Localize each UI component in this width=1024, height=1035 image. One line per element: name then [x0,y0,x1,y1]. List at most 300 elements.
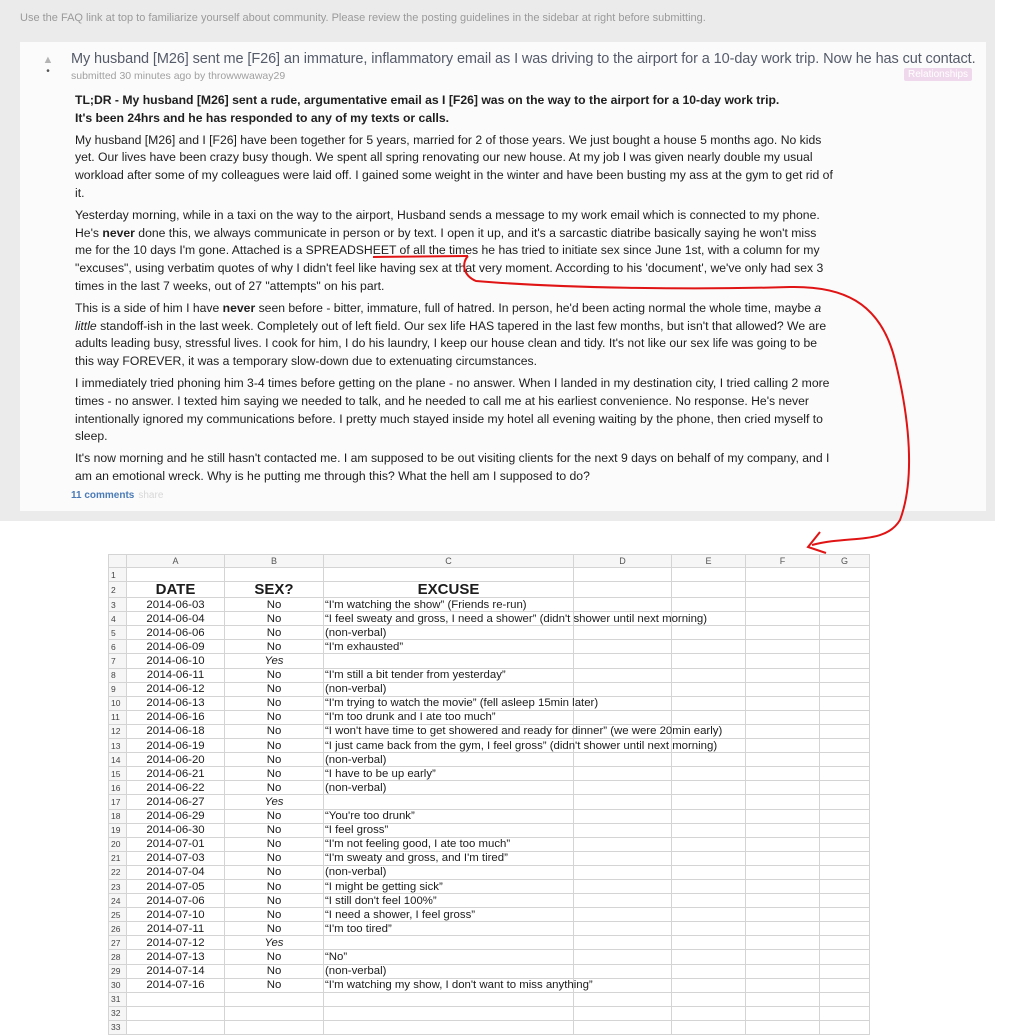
tldr [75,92,835,128]
sheet-row [109,710,870,724]
cell[interactable] [672,837,746,851]
cell[interactable] [574,710,672,724]
sheet-row [109,865,870,879]
sex-cell[interactable]: No [225,809,324,823]
comments-link[interactable]: 11 comments share [71,490,164,501]
column-header-d[interactable]: D [574,555,672,568]
cell[interactable] [574,879,672,893]
cell[interactable] [672,809,746,823]
cell[interactable] [672,767,746,781]
sheet-row [109,964,870,978]
cell[interactable] [746,823,820,837]
date-cell[interactable]: 2014-07-04 [127,865,225,879]
cell[interactable] [574,640,672,654]
sheet-row [109,978,870,992]
cell[interactable] [672,865,746,879]
cell[interactable] [820,724,870,738]
row-number[interactable]: 4 [109,612,127,626]
cell[interactable] [746,781,820,795]
sheet-row [109,767,870,781]
cell[interactable] [574,668,672,682]
share-link[interactable]: share [138,490,164,501]
excuse-cell[interactable]: (non-verbal) [324,964,574,978]
excuse-cell[interactable]: (non-verbal) [324,865,574,879]
excuse-cell[interactable]: “I feel gross” [324,823,574,837]
date-cell[interactable]: 2014-07-12 [127,936,225,950]
cell[interactable] [127,992,225,1006]
cell[interactable] [746,724,820,738]
row-number[interactable]: 22 [109,865,127,879]
cell[interactable] [820,865,870,879]
sex-cell[interactable]: No [225,626,324,640]
cell[interactable] [746,908,820,922]
cell[interactable] [820,739,870,753]
column-header-b[interactable]: B [225,555,324,568]
sex-cell[interactable]: No [225,781,324,795]
cell[interactable] [820,851,870,865]
date-cell[interactable]: 2014-06-18 [127,724,225,738]
cell[interactable] [574,950,672,964]
date-cell[interactable]: 2014-07-13 [127,950,225,964]
cell[interactable] [225,1006,324,1020]
excuse-cell[interactable]: (non-verbal) [324,753,574,767]
cell[interactable] [746,978,820,992]
cell[interactable] [746,612,820,626]
row-number[interactable]: 19 [109,823,127,837]
date-cell[interactable]: 2014-06-19 [127,739,225,753]
paragraph-5: It's now morning and he still hasn't contacted me. I am supposed to be out visiting clients for the next 9 days on behalf of my company, and I am an emotional wreck. Why is he putting me through this? What the hell am I supposed to do? [75,451,830,483]
cell[interactable] [672,640,746,654]
cell[interactable] [574,992,672,1006]
cell[interactable] [746,767,820,781]
cell[interactable] [324,1006,574,1020]
cell[interactable] [324,1020,574,1034]
score-dot: • [46,66,50,77]
sex-cell[interactable]: No [225,598,324,612]
cell[interactable] [127,1006,225,1020]
row-number[interactable]: 18 [109,809,127,823]
row-number[interactable]: 10 [109,696,127,710]
row-number[interactable]: 16 [109,781,127,795]
cell[interactable] [746,992,820,1006]
cell[interactable] [820,682,870,696]
cell[interactable] [820,908,870,922]
excuse-cell[interactable]: “I just came back from the gym, I feel gross” (didn't shower until next morning) [325,739,718,752]
sex-cell[interactable]: No [225,950,324,964]
cell[interactable] [746,598,820,612]
cell[interactable] [672,1006,746,1020]
post-body [75,92,835,490]
cell[interactable] [574,582,672,598]
sheet-row [109,781,870,795]
cell[interactable] [574,654,672,668]
cell[interactable] [820,795,870,809]
cell[interactable] [820,640,870,654]
cell[interactable] [820,781,870,795]
date-cell[interactable]: 2014-06-03 [127,598,225,612]
cell[interactable] [574,781,672,795]
excuse-cell[interactable]: “I'm too drunk and I ate too much” [324,710,574,724]
date-header[interactable]: DATE [127,582,225,598]
cell[interactable] [574,1006,672,1020]
date-cell[interactable]: 2014-06-10 [127,654,225,668]
column-header-g[interactable]: G [820,555,870,568]
cell[interactable] [672,795,746,809]
cell[interactable] [820,823,870,837]
cell[interactable] [574,894,672,908]
column-header-f[interactable]: F [746,555,820,568]
cell[interactable] [574,964,672,978]
reddit-panel [0,0,995,521]
cell[interactable] [574,568,672,582]
row-number[interactable]: 27 [109,936,127,950]
post-card [20,42,986,511]
cell[interactable] [820,922,870,936]
cell[interactable] [820,894,870,908]
row-number[interactable]: 29 [109,964,127,978]
sheet-row [109,992,870,1006]
cell[interactable] [574,922,672,936]
sex-cell[interactable]: Yes [225,795,324,809]
cell[interactable] [574,626,672,640]
row-number[interactable]: 11 [109,710,127,724]
cell[interactable] [746,837,820,851]
cell[interactable] [820,654,870,668]
cell[interactable] [574,851,672,865]
sex-cell[interactable]: No [225,753,324,767]
date-cell[interactable]: 2014-07-05 [127,879,225,893]
sex-cell[interactable]: No [225,724,324,738]
row-number[interactable]: 24 [109,894,127,908]
cell[interactable] [672,781,746,795]
cell[interactable] [746,568,820,582]
date-cell[interactable]: 2014-06-21 [127,767,225,781]
sheet-row [109,739,870,753]
excuse-cell[interactable]: “I have to be up early” [324,767,574,781]
cell[interactable] [820,696,870,710]
cell[interactable] [672,922,746,936]
cell[interactable] [820,767,870,781]
row-number[interactable]: 13 [109,739,127,753]
cell[interactable] [574,753,672,767]
sex-cell[interactable]: No [225,851,324,865]
cell[interactable] [746,922,820,936]
row-number[interactable]: 7 [109,654,127,668]
cell[interactable] [574,936,672,950]
date-cell[interactable]: 2014-06-27 [127,795,225,809]
sex-cell[interactable]: No [225,640,324,654]
excuse-cell[interactable]: “I'm sweaty and gross, and I'm tired” [324,851,574,865]
row-number[interactable]: 31 [109,992,127,1006]
row-number[interactable]: 32 [109,1006,127,1020]
post-title[interactable]: My husband [M26] sent me [F26] an immature, inflammatory email as I was driving to the airport for a 10-day work trip. Now he has cut contact. [71,51,976,67]
cell[interactable] [820,992,870,1006]
cell[interactable] [225,568,324,582]
cell[interactable] [820,582,870,598]
excuse-cell[interactable]: (non-verbal) [324,626,574,640]
excuse-cell[interactable]: (non-verbal) [324,682,574,696]
excuse-cell[interactable]: “I'm watching my show, I don't want to miss anything” [325,979,593,992]
row-number[interactable]: 15 [109,767,127,781]
row-number[interactable]: 14 [109,753,127,767]
date-cell[interactable]: 2014-06-30 [127,823,225,837]
cell[interactable] [225,1020,324,1034]
cell[interactable] [746,1006,820,1020]
row-number[interactable]: 12 [109,724,127,738]
cell[interactable] [820,1020,870,1034]
date-cell[interactable]: 2014-06-20 [127,753,225,767]
row-number[interactable]: 1 [109,568,127,582]
header-row [109,582,870,598]
cell[interactable] [746,668,820,682]
row-number[interactable]: 33 [109,1020,127,1034]
sheet-row [109,1006,870,1020]
cell[interactable] [672,753,746,767]
date-cell[interactable]: 2014-06-16 [127,710,225,724]
sex-cell[interactable]: No [225,879,324,893]
date-cell[interactable]: 2014-06-22 [127,781,225,795]
row-number[interactable]: 28 [109,950,127,964]
sex-cell[interactable]: No [225,823,324,837]
cell[interactable] [820,936,870,950]
sheet-row [109,837,870,851]
sheet-row [109,612,870,626]
cell[interactable] [672,626,746,640]
sex-cell[interactable]: No [225,964,324,978]
column-header-c[interactable]: C [324,555,574,568]
row-number[interactable]: 26 [109,922,127,936]
row-number[interactable]: 23 [109,879,127,893]
date-cell[interactable]: 2014-06-09 [127,640,225,654]
cell[interactable] [225,992,324,1006]
column-header-e[interactable]: E [672,555,746,568]
cell[interactable] [672,1020,746,1034]
sex-cell[interactable]: No [225,696,324,710]
cell[interactable] [820,879,870,893]
cell[interactable] [574,795,672,809]
posting-notice: Use the FAQ link at top to familiarize yourself about community. Please review the posting guidelines in the sidebar at right before submitting. [20,12,706,24]
date-cell[interactable]: 2014-07-14 [127,964,225,978]
cell[interactable] [324,992,574,1006]
cell[interactable] [820,753,870,767]
cell[interactable] [127,1020,225,1034]
sheet-row [109,640,870,654]
column-header-a[interactable]: A [127,555,225,568]
cell[interactable] [820,809,870,823]
cell[interactable] [820,710,870,724]
cell[interactable] [820,568,870,582]
excuse-cell[interactable]: “I'm exhausted” [324,640,574,654]
sex-cell[interactable]: Yes [225,654,324,668]
column-header-row [109,555,870,568]
cell[interactable] [820,950,870,964]
sheet-row [109,809,870,823]
sheet-row [109,626,870,640]
row-number[interactable]: 30 [109,978,127,992]
cell[interactable] [746,696,820,710]
cell[interactable] [746,809,820,823]
row-number[interactable]: 9 [109,682,127,696]
cell[interactable] [746,640,820,654]
cell[interactable] [746,710,820,724]
cell[interactable] [672,851,746,865]
spreadsheet [108,554,870,1035]
excuse-cell[interactable]: “I'm not feeling good, I ate too much” [324,837,574,851]
cell[interactable] [574,809,672,823]
excuse-cell[interactable] [324,654,574,668]
date-cell[interactable]: 2014-06-11 [127,668,225,682]
cell[interactable] [746,795,820,809]
cell[interactable] [746,950,820,964]
date-cell[interactable]: 2014-06-29 [127,809,225,823]
excuse-cell[interactable] [324,936,574,950]
cell[interactable] [672,710,746,724]
cell[interactable] [746,851,820,865]
cell[interactable] [574,767,672,781]
excuse-cell[interactable]: “I'm too tired” [324,922,574,936]
cell[interactable] [672,682,746,696]
row-number[interactable]: 5 [109,626,127,640]
excuse-cell[interactable]: “I'm trying to watch the movie” (fell asleep 15min later) [325,697,599,710]
date-cell[interactable]: 2014-06-12 [127,682,225,696]
cell[interactable] [820,964,870,978]
cell[interactable] [672,964,746,978]
cell[interactable] [746,879,820,893]
row-number[interactable]: 3 [109,598,127,612]
date-cell[interactable]: 2014-07-11 [127,922,225,936]
date-cell[interactable]: 2014-07-01 [127,837,225,851]
cell[interactable] [672,992,746,1006]
cell[interactable] [672,879,746,893]
excuse-cell[interactable]: “I might be getting sick” [324,879,574,893]
sex-cell[interactable]: No [225,668,324,682]
excuse-header[interactable]: EXCUSE [324,582,574,598]
sex-cell[interactable]: No [225,739,324,753]
cell[interactable] [820,612,870,626]
excuse-cell[interactable]: “I'm watching the show” (Friends re-run) [324,598,574,612]
cell[interactable] [820,626,870,640]
sex-cell[interactable]: Yes [225,936,324,950]
excuse-cell[interactable] [324,795,574,809]
sheet-row [109,753,870,767]
cell[interactable] [324,568,574,582]
sheet-row [109,823,870,837]
cell[interactable] [574,1020,672,1034]
excuse-cell[interactable]: “No” [324,950,574,964]
date-cell[interactable]: 2014-06-06 [127,626,225,640]
cell[interactable] [672,696,746,710]
cell[interactable] [672,568,746,582]
cell[interactable] [746,1020,820,1034]
sex-cell[interactable]: No [225,837,324,851]
cell[interactable] [574,682,672,696]
upvote-arrow-icon[interactable]: ▲ [42,54,54,66]
cell[interactable] [672,668,746,682]
excuse-cell[interactable]: “I still don't feel 100%” [324,894,574,908]
sheet-row [109,598,870,612]
date-cell[interactable]: 2014-06-13 [127,696,225,710]
cell[interactable] [746,654,820,668]
sheet-row [109,908,870,922]
cell[interactable] [820,668,870,682]
cell[interactable] [746,739,820,753]
sex-cell[interactable]: No [225,710,324,724]
row-number[interactable]: 2 [109,582,127,598]
cell[interactable] [574,908,672,922]
excuse-cell[interactable]: (non-verbal) [324,781,574,795]
date-cell[interactable]: 2014-07-16 [127,978,225,992]
cell[interactable] [574,823,672,837]
vote-controls [42,54,54,78]
row-number[interactable]: 21 [109,851,127,865]
excuse-cell[interactable]: “I'm still a bit tender from yesterday” [324,668,574,682]
row-number[interactable]: 17 [109,795,127,809]
cell[interactable] [746,964,820,978]
sex-cell[interactable]: No [225,767,324,781]
cell[interactable] [672,936,746,950]
sheet-row [109,668,870,682]
row-number[interactable]: 8 [109,668,127,682]
cell[interactable] [672,978,746,992]
cell[interactable] [672,950,746,964]
excuse-cell[interactable]: “You're too drunk” [324,809,574,823]
date-cell[interactable]: 2014-07-06 [127,894,225,908]
row-number[interactable]: 20 [109,837,127,851]
cell[interactable] [574,837,672,851]
sex-cell[interactable]: No [225,978,324,992]
date-cell[interactable]: 2014-07-03 [127,851,225,865]
cell[interactable] [672,894,746,908]
sheet-row [109,795,870,809]
cell[interactable] [746,865,820,879]
date-cell[interactable]: 2014-06-04 [127,612,225,626]
cell[interactable] [574,865,672,879]
cell[interactable] [820,978,870,992]
cell[interactable] [672,582,746,598]
paragraph-4: I immediately tried phoning him 3-4 times before getting on the plane - no answer. When I landed in my destination city, I tried calling 2 more times - no answer. I texted him saying we needed to talk, and he needed to call me at his earliest convenience. No response. He's never intentionally ignored my communications before. I pretty much stayed inside my hotel all evening waiting by the phone, then cried myself to sleep. [75,375,830,444]
sex-cell[interactable]: No [225,922,324,936]
sex-cell[interactable]: No [225,865,324,879]
cell[interactable] [746,753,820,767]
cell[interactable] [672,823,746,837]
cell[interactable] [672,598,746,612]
select-all-corner[interactable] [109,555,127,568]
cell[interactable] [820,598,870,612]
excuse-cell[interactable]: “I won't have time to get showered and ready for dinner” (we were 20min early) [325,725,723,738]
cell[interactable] [746,582,820,598]
row-number[interactable]: 6 [109,640,127,654]
cell[interactable] [574,598,672,612]
cell[interactable] [127,568,225,582]
sex-cell[interactable]: No [225,894,324,908]
cell[interactable] [746,682,820,696]
sex-cell[interactable]: No [225,682,324,696]
cell[interactable] [746,626,820,640]
cell[interactable] [672,654,746,668]
date-cell[interactable]: 2014-07-10 [127,908,225,922]
excuse-cell[interactable]: “I feel sweaty and gross, I need a shower” (didn't shower until next morning) [325,612,708,625]
row-number[interactable]: 25 [109,908,127,922]
cell[interactable] [820,837,870,851]
cell[interactable] [672,908,746,922]
cell[interactable] [820,1006,870,1020]
sex-cell[interactable]: No [225,612,324,626]
cell[interactable] [746,936,820,950]
excuse-cell[interactable]: “I need a shower, I feel gross” [324,908,574,922]
cell[interactable] [746,894,820,908]
sex-header[interactable]: SEX? [225,582,324,598]
sex-cell[interactable]: No [225,908,324,922]
